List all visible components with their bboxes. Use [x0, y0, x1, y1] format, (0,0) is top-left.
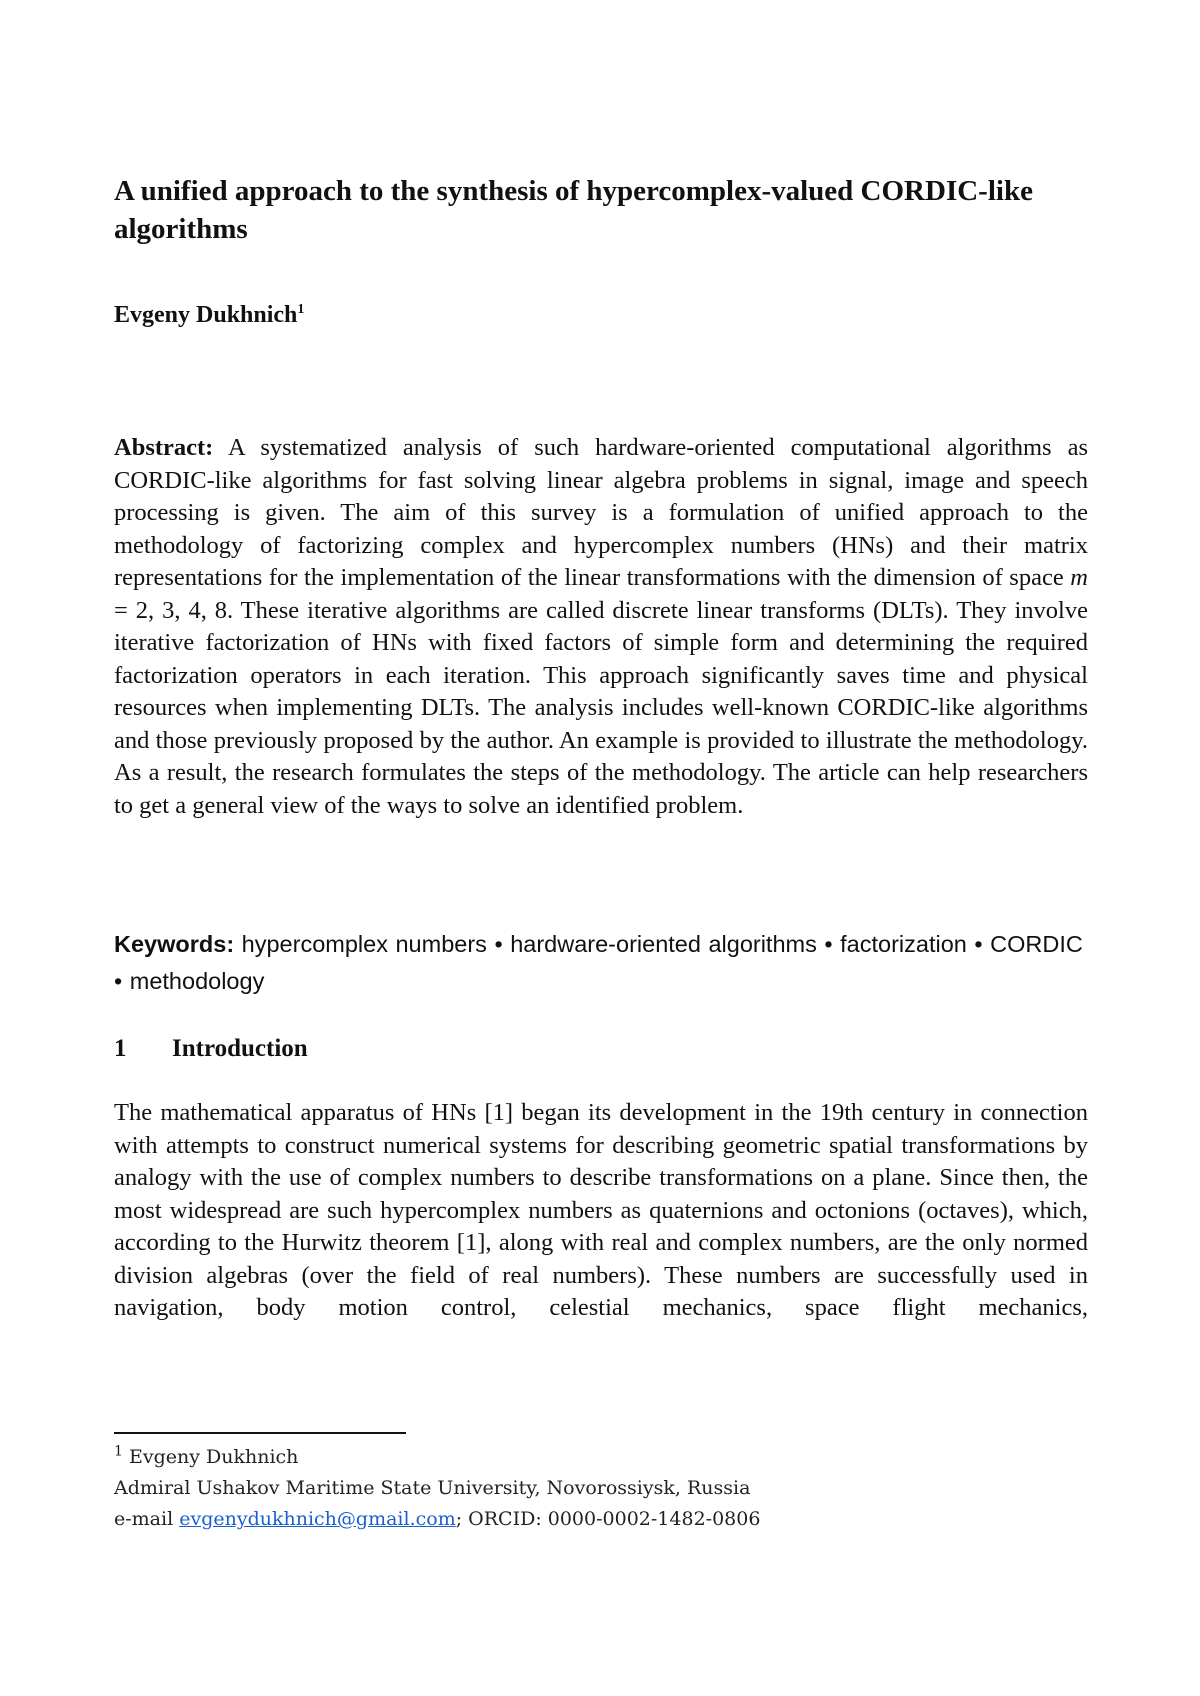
footnote-name-line: [114, 1442, 1088, 1473]
section-title: Introduction: [172, 1035, 308, 1062]
introduction-text: The mathematical apparatus of HNs [1] began its development in the 19th century in connection with attempts to construct numerical systems for describing geometric spatial transformations by analogy with the use of complex numbers to describe transformations on a plane. Since then, the most widespread are such hypercomplex numbers as quaternions and octonions (octaves), which, according to the Hurwitz theorem [1], along with real and complex numbers, are the only normed division algebras (over the field of real numbers). These numbers are successfully used in navigation, body motion control, celestial mechanics, space flight mechanics,: [114, 1099, 1088, 1321]
abstract-variable-m: m: [1070, 564, 1088, 591]
introduction-paragraph: [114, 1097, 1088, 1325]
footnote: [114, 1442, 1088, 1535]
author-name: Evgeny Dukhnich: [114, 302, 298, 328]
paper-title: [114, 172, 1088, 248]
abstract: [114, 432, 1088, 822]
keywords-text: hypercomplex numbers • hardware-oriented algorithms • factorization • CORDIC • methodology: [114, 931, 1083, 994]
keywords: [114, 926, 1088, 1000]
footnote-name: Evgeny Dukhnich: [128, 1446, 299, 1468]
author-affiliation-mark: 1: [297, 302, 305, 317]
footnote-contact-line: [114, 1504, 1088, 1535]
author-email-link[interactable]: evgenydukhnich@gmail.com: [179, 1508, 456, 1530]
footnote-mark: 1: [114, 1443, 123, 1460]
footnote-email-prefix: e-mail: [114, 1508, 174, 1530]
footnote-orcid: ; ORCID: 0000-0002-1482-0806: [455, 1508, 761, 1530]
abstract-text-part1: A systematized analysis of such hardware-oriented computational algorithms as CORDIC-like algorithms for fast solving linear algebra problems in signal, image and speech processing is given. The aim of this survey is a formulation of unified approach to the methodology of factorizing complex and hypercomplex numbers (HNs) and their matrix representations for the implementation of the linear transformations with the dimension of space: [114, 434, 1088, 591]
footnote-separator: [114, 1432, 406, 1434]
abstract-text-part2: = 2, 3, 4, 8. These iterative algorithms are called discrete linear transforms (DLTs). They involve iterative factorization of HNs with fixed factors of simple form and determining the required factorization operators in each iteration. This approach significantly saves time and physical resources when implementing DLTs. The analysis includes well-known CORDIC-like algorithms and those previously proposed by the author. An example is provided to illustrate the methodology. As a result, the research formulates the steps of the methodology. The article can help researchers to get a general view of the ways to solve an identified problem.: [114, 596, 1088, 819]
keywords-label: Keywords:: [114, 931, 235, 957]
author-line: [114, 300, 1088, 330]
paper-title-text: A unified approach to the synthesis of hypercomplex-valued CORDIC-like algorithms: [114, 175, 1033, 245]
footnote-affiliation: Admiral Ushakov Maritime State University, Novorossiysk, Russia: [114, 1477, 751, 1499]
abstract-label: Abstract:: [114, 434, 214, 461]
section-number: 1: [114, 1035, 127, 1062]
section-heading-introduction: [114, 1034, 1088, 1064]
